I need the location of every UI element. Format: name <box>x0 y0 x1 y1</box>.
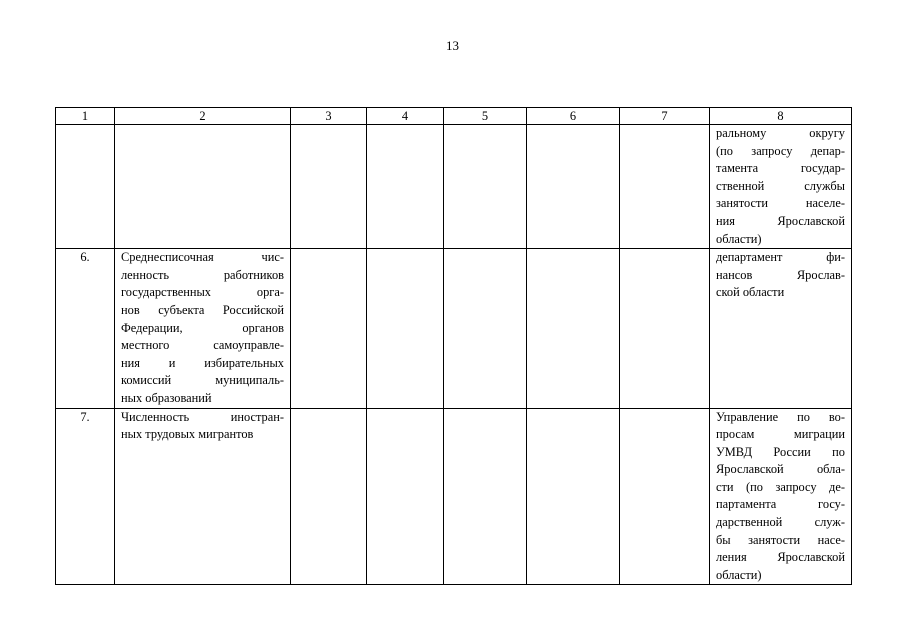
column-header-4: 4 <box>367 108 444 125</box>
source-line: Ярославской обла- <box>716 462 845 477</box>
source-line: бы занятости насе- <box>716 532 845 547</box>
indicator-line: государственных орга- <box>121 285 284 300</box>
column-header-8: 8 <box>710 108 852 125</box>
source-line: сти (по запросу де- <box>716 479 845 494</box>
indicator-line: Федерации, органов <box>121 320 284 335</box>
page-number: 13 <box>446 38 459 53</box>
table-row-6 <box>56 249 852 408</box>
empty-cell <box>291 408 367 585</box>
indicator-line: Среднесписочная чис- <box>121 250 284 265</box>
source-line: партамента госу- <box>716 497 845 512</box>
source-line: ральному округу <box>716 126 845 140</box>
indicator-line: ленность работников <box>121 267 284 282</box>
empty-cell <box>367 125 444 249</box>
empty-cell <box>620 408 710 585</box>
source-cell <box>710 408 852 585</box>
source-line: дарственной служ- <box>716 515 845 530</box>
source-line: занятости населе- <box>716 196 845 211</box>
indicator-cell <box>115 249 291 408</box>
empty-cell <box>527 408 620 585</box>
source-cell <box>710 125 852 249</box>
column-header-6: 6 <box>527 108 620 125</box>
source-line: ления Ярославской <box>716 550 845 565</box>
row-number-cell <box>56 125 115 249</box>
indicator-line: нов субъекта Российской <box>121 302 284 317</box>
empty-cell <box>620 125 710 249</box>
indicator-cell <box>115 125 291 249</box>
source-cell <box>710 249 852 408</box>
column-header-5: 5 <box>444 108 527 125</box>
indicator-line: ния и избирательных <box>121 355 284 370</box>
empty-cell <box>367 249 444 408</box>
source-line: нансов Ярослав- <box>716 267 845 282</box>
column-header-7: 7 <box>620 108 710 125</box>
empty-cell <box>444 249 527 408</box>
indicator-line: комиссий муниципаль- <box>121 373 284 388</box>
indicator-line: ных образований <box>121 390 212 405</box>
table-row-continuation <box>56 125 852 249</box>
source-line: области) <box>716 567 762 582</box>
indicator-line: ных трудовых мигрантов <box>121 427 254 442</box>
indicator-line: местного самоуправле- <box>121 338 284 353</box>
empty-cell <box>291 125 367 249</box>
empty-cell <box>444 408 527 585</box>
source-line: департамент фи- <box>716 250 845 265</box>
indicator-cell <box>115 408 291 585</box>
column-header-3: 3 <box>291 108 367 125</box>
source-line: ственной службы <box>716 178 845 193</box>
statistics-table <box>55 107 852 585</box>
source-line: Управление по во- <box>716 409 845 424</box>
source-line: УМВД России по <box>716 444 845 459</box>
column-number-row <box>56 108 852 125</box>
empty-cell <box>444 125 527 249</box>
empty-cell <box>527 125 620 249</box>
row-number-cell: 6. <box>56 249 115 408</box>
source-line: ской области <box>716 285 785 300</box>
source-line: тамента государ- <box>716 161 845 176</box>
column-header-1: 1 <box>56 108 115 125</box>
empty-cell <box>620 249 710 408</box>
source-line: (по запросу депар- <box>716 143 845 158</box>
row-number-cell: 7. <box>56 408 115 585</box>
empty-cell <box>527 249 620 408</box>
table-row-7 <box>56 408 852 585</box>
indicator-line: Численность иностран- <box>121 409 284 424</box>
source-line: ния Ярославской <box>716 213 845 228</box>
source-line: области) <box>716 231 762 246</box>
source-line: просам миграции <box>716 427 845 442</box>
column-header-2: 2 <box>115 108 291 125</box>
empty-cell <box>291 249 367 408</box>
empty-cell <box>367 408 444 585</box>
